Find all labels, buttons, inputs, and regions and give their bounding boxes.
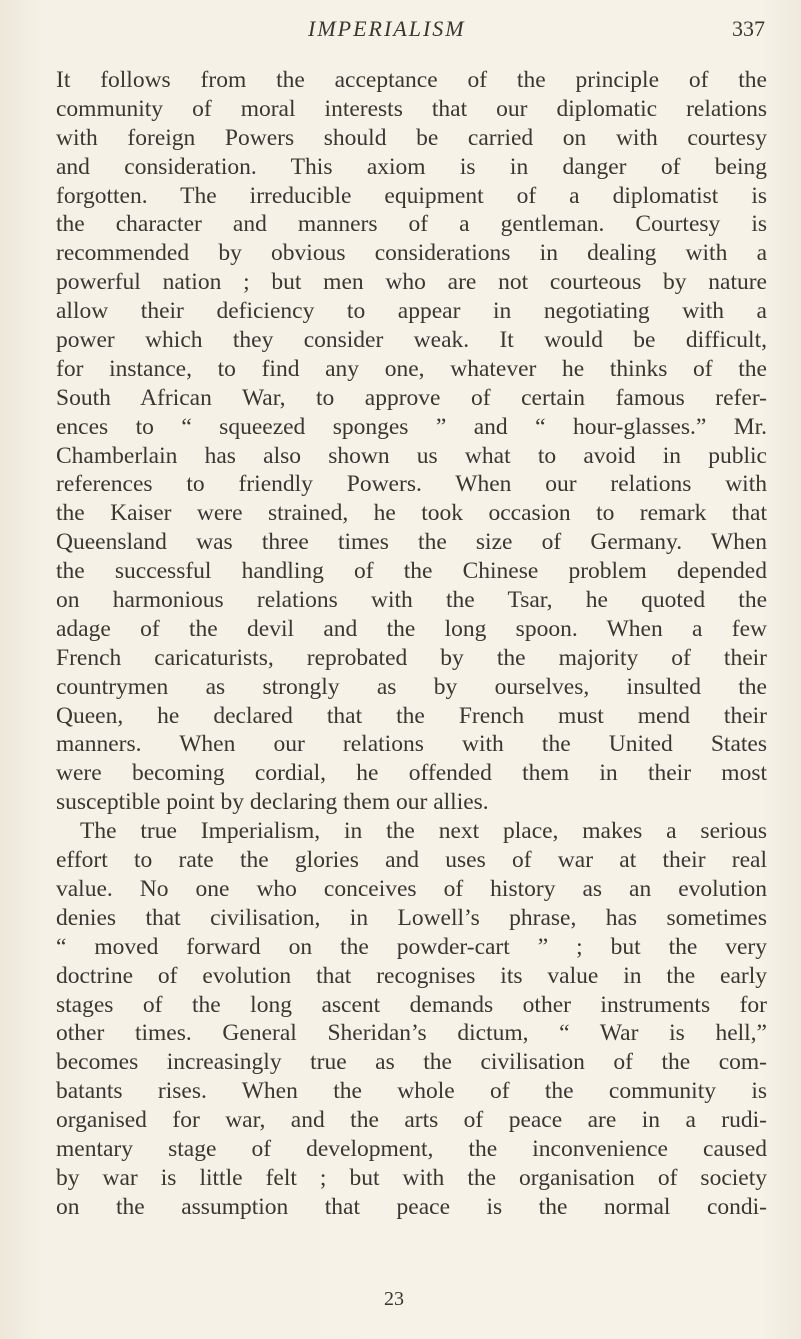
text-line: organised for war, and the arts of peace are in a rudi- — [56, 1107, 767, 1134]
paragraph-start-line: The true Imperialism, in the next place, makes a serious — [80, 818, 767, 845]
body-text — [56, 66, 767, 1222]
text-line: were becoming cordial, he offended them in their most — [56, 760, 767, 787]
text-line: with foreign Powers should be carried on with courtesy — [56, 124, 767, 151]
text-line: by war is little felt ; but with the organisation of society — [56, 1164, 767, 1191]
text-line: powerful nation ; but men who are not courteous by nature — [56, 269, 767, 296]
text-line: forgotten. The irreducible equipment of a diplomatist is — [56, 182, 767, 209]
text-line: community of moral interests that our diplomatic relations — [56, 95, 767, 122]
text-line: batants rises. When the whole of the community is — [56, 1078, 767, 1105]
text-line: the character and manners of a gentleman. Courtesy is — [56, 211, 767, 238]
text-line: the successful handling of the Chinese problem depended — [56, 558, 767, 585]
text-line: stages of the long ascent demands other instruments for — [56, 991, 767, 1018]
text-line: countrymen as strongly as by ourselves, insulted the — [56, 673, 767, 700]
text-line: on the assumption that peace is the normal condi- — [56, 1193, 767, 1220]
text-line: effort to rate the glories and uses of war at their real — [56, 847, 767, 874]
text-line: recommended by obvious considerations in dealing with a — [56, 240, 767, 267]
page-number: 337 — [732, 16, 765, 41]
running-title: IMPERIALISM — [308, 16, 466, 41]
text-line: for instance, to find any one, whatever he thinks of the — [56, 355, 767, 382]
text-line: and consideration. This axiom is in danger of being — [56, 153, 767, 180]
text-line: references to friendly Powers. When our relations with — [56, 471, 767, 498]
text-line: Queen, he declared that the French must mend their — [56, 702, 767, 729]
text-line: manners. When our relations with the United States — [56, 731, 767, 758]
text-line: adage of the devil and the long spoon. When a few — [56, 615, 767, 642]
text-line: value. No one who conceives of history as an evolution — [56, 875, 767, 902]
text-line: other times. General Sheridan’s dictum, “ War is hell,” — [56, 1020, 767, 1047]
text-line: on harmonious relations with the Tsar, he quoted the — [56, 587, 767, 614]
text-line: becomes increasingly true as the civilisation of the com- — [56, 1049, 767, 1076]
text-line: French caricaturists, reprobated by the majority of their — [56, 644, 767, 671]
paragraph-end-line: susceptible point by declaring them our allies. — [56, 789, 489, 816]
text-line: ences to “ squeezed sponges ” and “ hour-glasses.” Mr. — [56, 413, 767, 440]
text-line: power which they consider weak. It would be difficult, — [56, 327, 767, 354]
text-line: doctrine of evolution that recognises its value in the early — [56, 962, 767, 989]
text-line: South African War, to approve of certain famous refer- — [56, 384, 767, 411]
text-line: Queensland was three times the size of Germany. When — [56, 529, 767, 556]
signature-mark: 23 — [384, 1288, 404, 1310]
text-line: denies that civilisation, in Lowell’s phrase, has sometimes — [56, 904, 767, 931]
text-line: the Kaiser were strained, he took occasion to remark that — [56, 500, 767, 527]
text-line: mentary stage of development, the inconvenience caused — [56, 1135, 767, 1162]
text-line: It follows from the acceptance of the principle of the — [56, 67, 767, 93]
running-head — [0, 14, 801, 50]
text-line: “ moved forward on the powder-cart ” ; but the very — [56, 933, 767, 960]
text-line: Chamberlain has also shown us what to avoid in public — [56, 442, 767, 469]
text-line: allow their deficiency to appear in negotiating with a — [56, 298, 767, 325]
